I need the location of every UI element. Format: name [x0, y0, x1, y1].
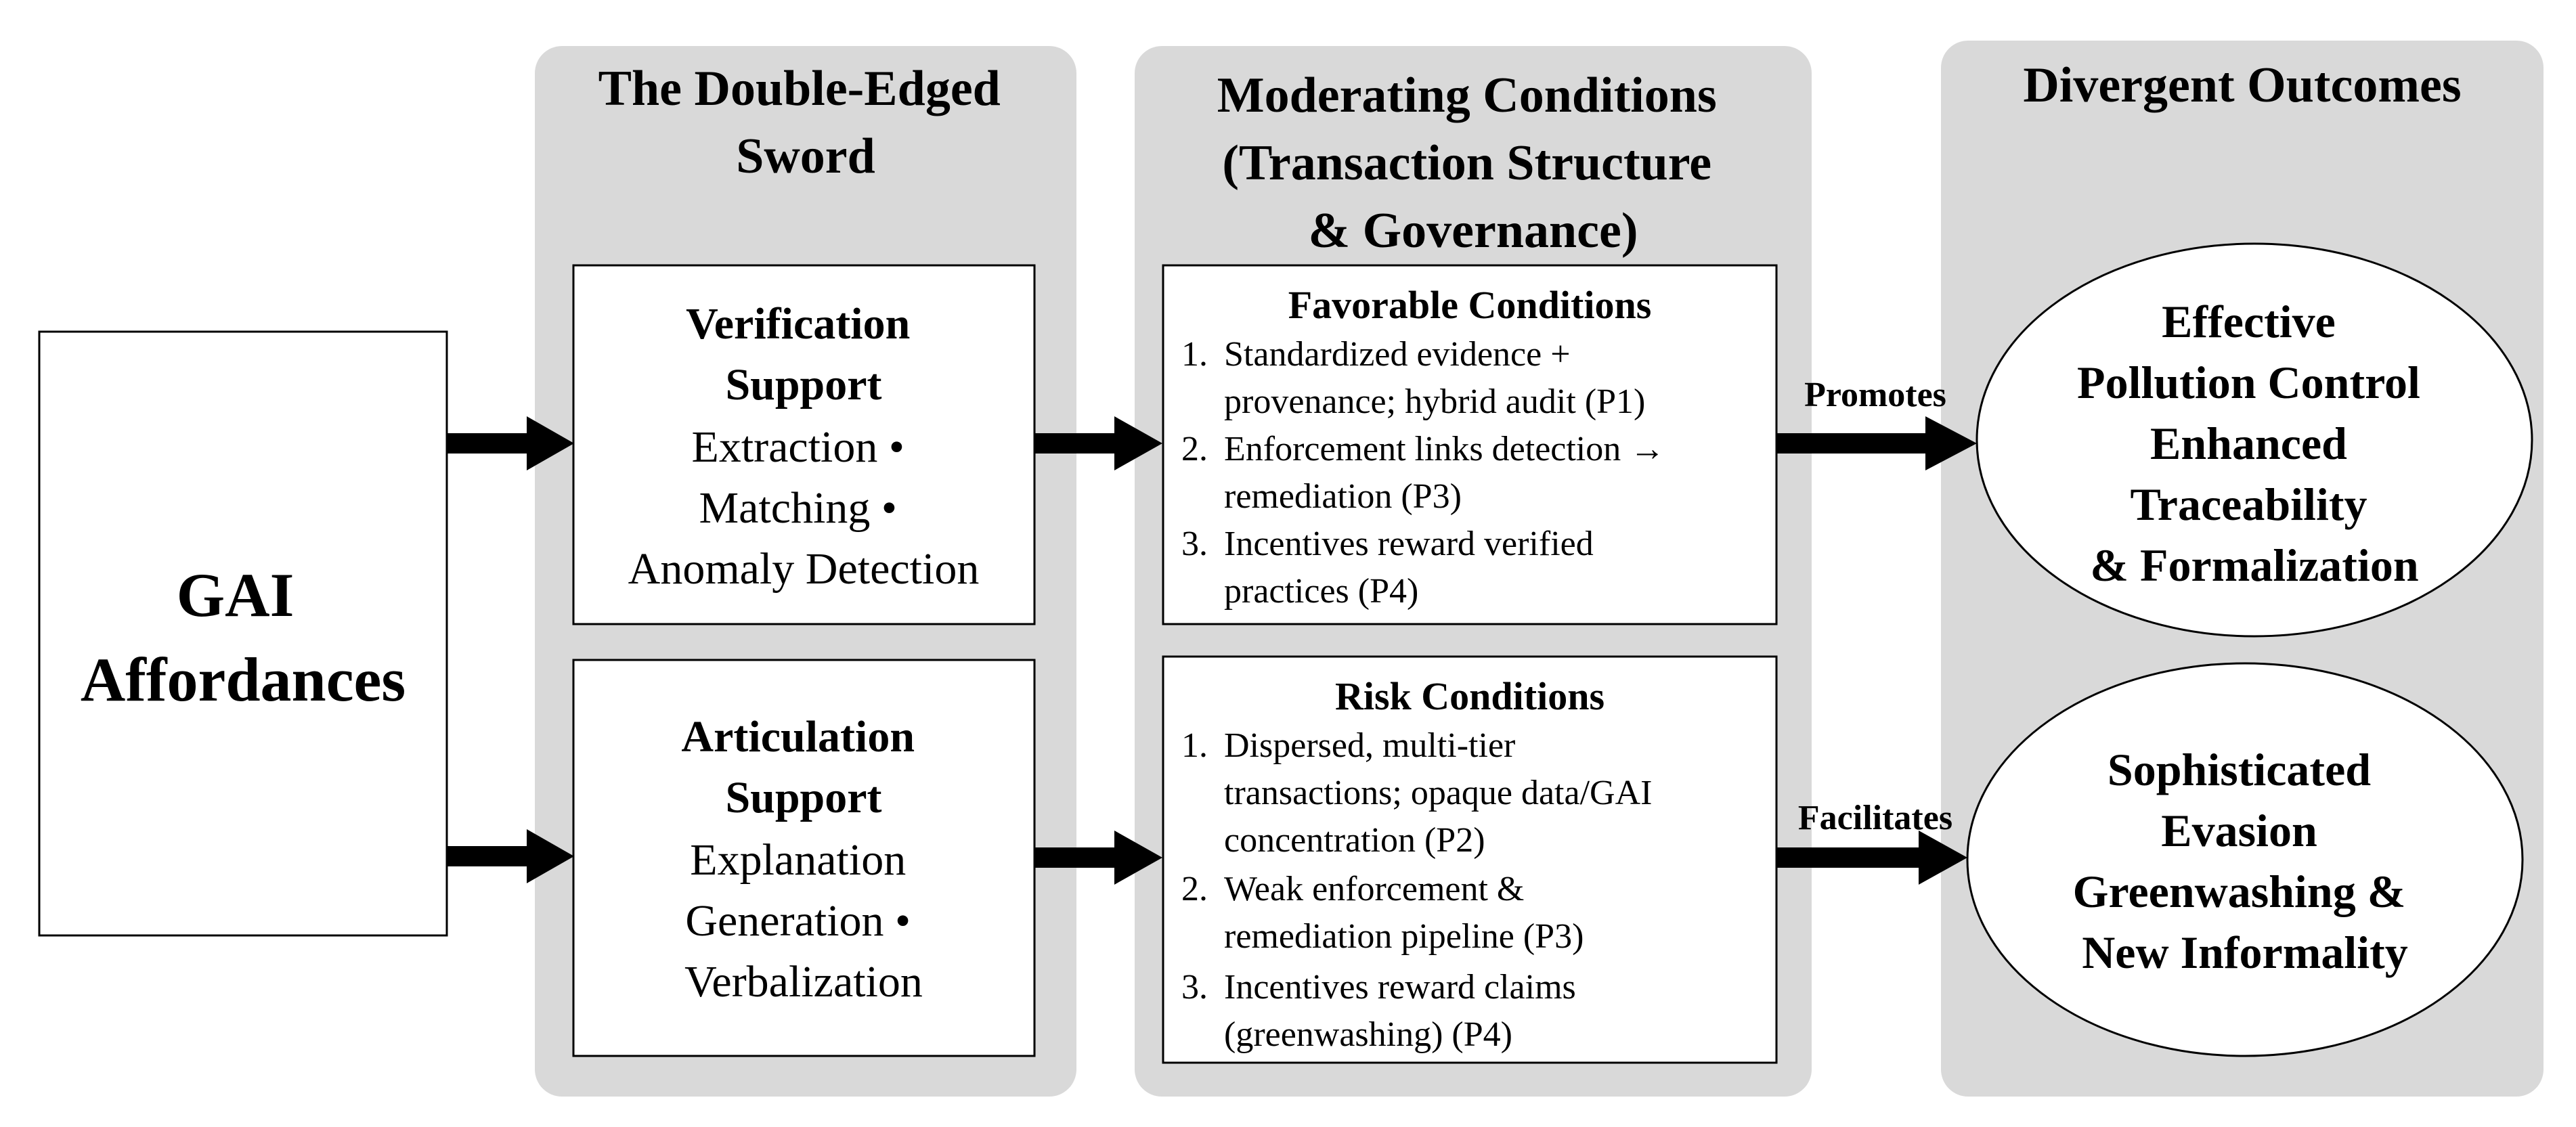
favorable-item-num: 1.	[1181, 335, 1208, 374]
risk-title: Risk Conditions	[1334, 674, 1605, 718]
edge-label-promotes: Promotes	[1804, 376, 1946, 414]
risk-item-text: Incentives reward claims (greenwashing) (P4)	[1224, 968, 1576, 1054]
verification-body: Extraction • Matching • Anomaly Detection	[628, 422, 980, 594]
outcome-evasion-ellipse	[1967, 663, 2523, 1056]
column-header-moderating: Moderating Conditions (Transaction Structure & Governance)	[1217, 68, 1717, 259]
source-box	[39, 332, 447, 935]
source-label: GAI Affordances	[80, 560, 406, 714]
articulation-body: Explanation Generation • Verbalization	[684, 835, 923, 1007]
favorable-title: Favorable Conditions	[1288, 283, 1652, 327]
favorable-item-num: 2.	[1181, 430, 1208, 468]
verification-title: Verification Support	[686, 299, 911, 410]
favorable-item-num: 3.	[1181, 525, 1208, 563]
risk-item-num: 1.	[1181, 726, 1208, 765]
risk-item-text: Dispersed, multi-tier transactions; opaque data/GAI concentration (P2)	[1224, 726, 1653, 860]
edge-label-facilitates: Facilitates	[1797, 799, 1953, 837]
favorable-item-text: Incentives reward verified practices (P4)	[1224, 525, 1594, 611]
favorable-item-text: Enforcement links detection → remediation (P3)	[1224, 430, 1665, 516]
column-header-sword: The Double-Edged Sword	[598, 61, 1001, 184]
risk-item-num: 3.	[1181, 968, 1208, 1007]
outcome-effective-text: Effective Pollution Control Enhanced Traceability & Formalization	[2077, 296, 2420, 591]
risk-item-num: 2.	[1181, 870, 1208, 908]
outcome-evasion-text: Sophisticated Evasion Greenwashing & New Informality	[2072, 744, 2408, 978]
column-header-outcomes: Divergent Outcomes	[2023, 58, 2462, 113]
favorable-item-text: Standardized evidence + provenance; hybrid audit (P1)	[1224, 335, 1646, 421]
articulation-title: Articulation Support	[681, 712, 915, 822]
risk-item-text: Weak enforcement & remediation pipeline (P3)	[1224, 870, 1584, 956]
